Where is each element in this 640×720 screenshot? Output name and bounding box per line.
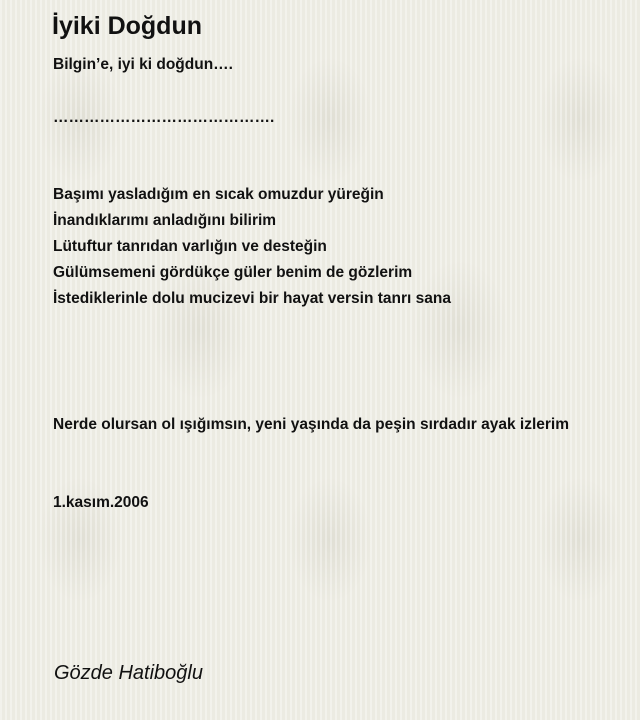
poem-line: İnandıklarımı anladığını bilirim xyxy=(53,212,277,229)
poem-title: İyiki Doğdun xyxy=(52,12,202,40)
poem-line: Gülümsemeni gördükçe güler benim de gözlerim xyxy=(53,264,413,281)
poem-line: Lütuftur tanrıdan varlığın ve desteğin xyxy=(53,238,327,255)
dedication: Bilgin’e, iyi ki doğdun…. xyxy=(53,56,233,73)
poem-line: Başımı yasladığım en sıcak omuzdur yüreğin xyxy=(53,186,384,203)
closing-line: Nerde olursan ol ışığımsın, yeni yaşında da peşin sırdadır ayak izlerim xyxy=(53,416,569,433)
poem-line: İstediklerinle dolu mucizevi bir hayat versin tanrı sana xyxy=(53,290,451,307)
dotted-separator: ……………………………………. xyxy=(53,109,275,126)
poem-date: 1.kasım.2006 xyxy=(53,494,149,511)
author-signature: Gözde Hatiboğlu xyxy=(54,662,203,684)
